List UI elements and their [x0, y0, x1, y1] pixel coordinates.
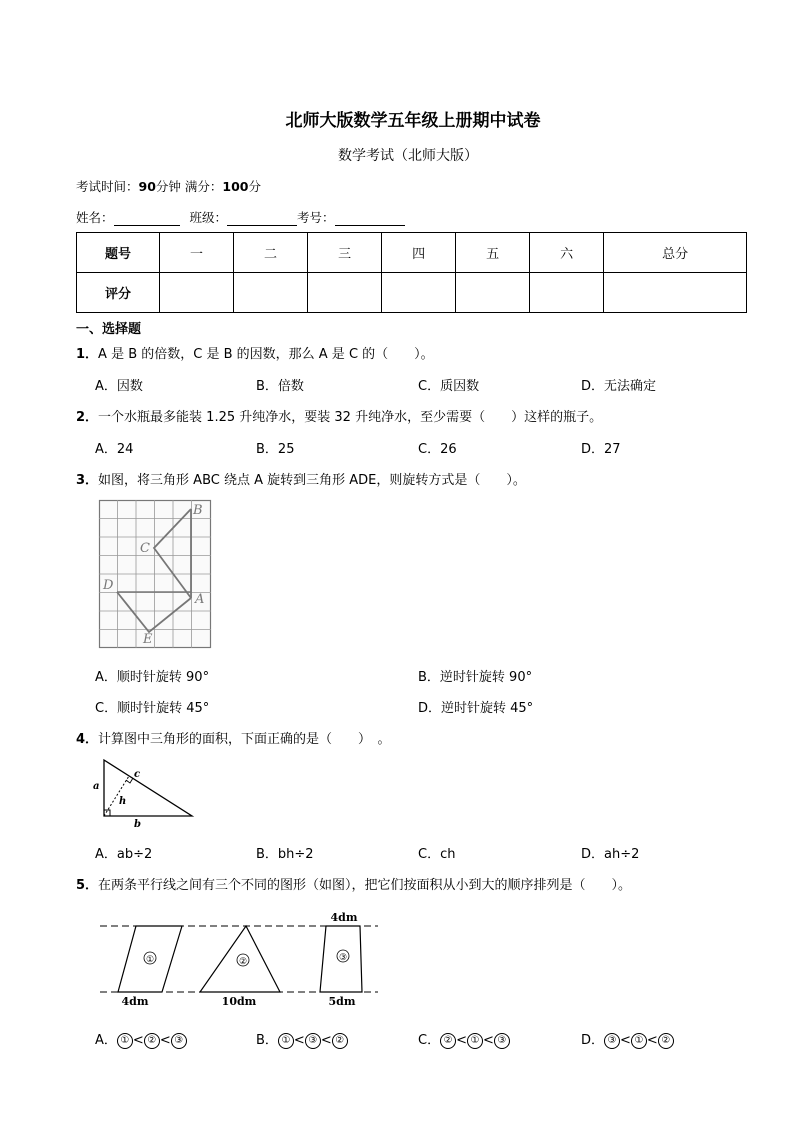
score-cell[interactable]: [308, 273, 382, 313]
question-text: 在两条平行线之间有三个不同的图形（如图），把它们按面积从小到大的顺序排列是（ ）。: [98, 878, 632, 893]
label-d: D: [103, 578, 114, 593]
column-header: 三: [308, 233, 382, 273]
option-a[interactable]: A．ab÷2: [95, 847, 153, 862]
label-b: B: [193, 503, 203, 518]
label-h: h: [119, 796, 127, 807]
circled-number: ②: [658, 1033, 674, 1049]
label-c: C: [140, 541, 150, 556]
option-letter: A．: [95, 1033, 117, 1048]
class-field[interactable]: [227, 212, 297, 226]
less-than-sign: <: [320, 1033, 332, 1048]
shape-1-label: ①: [145, 955, 155, 965]
less-than-sign: <: [456, 1033, 467, 1048]
circled-number: ③: [494, 1033, 510, 1049]
option-b[interactable]: B．bh÷2: [256, 847, 314, 862]
question-1: [76, 343, 434, 362]
circled-number: ①: [278, 1033, 294, 1049]
circled-number: ①: [467, 1033, 483, 1049]
circled-number: ③: [604, 1033, 620, 1049]
option-a[interactable]: A．24: [95, 442, 134, 457]
question-text: 计算图中三角形的面积，下面正确的是（ ） 。: [98, 732, 391, 747]
column-header: 二: [234, 233, 308, 273]
base1-length-label: 4dm: [121, 995, 149, 1008]
less-than-sign: <: [646, 1033, 658, 1048]
exam-number-field[interactable]: [335, 212, 405, 226]
score-cell[interactable]: [382, 273, 456, 313]
option-b[interactable]: B．倍数: [256, 379, 304, 394]
question-5: [76, 874, 631, 893]
base3-length-label: 5dm: [328, 995, 356, 1008]
option-d[interactable]: D．ah÷2: [581, 847, 640, 862]
circled-number: ②: [144, 1033, 160, 1049]
option-c[interactable]: C．质因数: [418, 379, 480, 394]
question-3: [76, 469, 526, 488]
question-text: A 是 B 的倍数，C 是 B 的因数，那么 A 是 C 的（ ）。: [98, 347, 434, 362]
option-b[interactable]: B．逆时针旋转 90°: [418, 670, 533, 685]
label-e: E: [143, 632, 153, 647]
option-c[interactable]: C．顺时针旋转 45°: [95, 701, 210, 716]
exam-info-mid: 分钟 满分：: [155, 179, 223, 194]
exam-time: 90: [138, 179, 156, 194]
column-header: 总分: [604, 233, 747, 273]
question-number: 5．: [76, 878, 99, 893]
question-4: [76, 728, 391, 747]
rotation-grid-figure: [99, 500, 211, 648]
name-label: 姓名：: [76, 210, 114, 225]
label-a: a: [93, 781, 100, 792]
column-header: 一: [160, 233, 234, 273]
row-header: 题号: [77, 233, 160, 273]
option-d[interactable]: D．逆时针旋转 45°: [418, 701, 534, 716]
top-length-label: 4dm: [330, 911, 358, 924]
score-cell[interactable]: [160, 273, 234, 313]
number-label: 考号：: [297, 210, 335, 225]
exam-info-suffix: 分: [248, 179, 262, 194]
score-cell[interactable]: [530, 273, 604, 313]
label-a: A: [195, 592, 205, 607]
less-than-sign: <: [620, 1033, 631, 1048]
row-header: 评分: [77, 273, 160, 313]
base2-length-label: 10dm: [221, 995, 257, 1008]
option-letter: B．: [256, 1033, 278, 1048]
option-c[interactable]: [418, 1029, 510, 1049]
less-than-sign: <: [293, 1033, 305, 1048]
option-c[interactable]: C．ch: [418, 847, 456, 862]
page-subtitle: 数学考试（北师大版）: [338, 148, 478, 164]
right-triangle-figure: [90, 758, 194, 828]
full-score: 100: [222, 179, 249, 194]
question-number: 4．: [76, 732, 99, 747]
option-letter: D．: [581, 1033, 605, 1048]
circled-number: ②: [332, 1033, 348, 1049]
table-row: [77, 273, 747, 313]
question-number: 1．: [76, 347, 99, 362]
label-c: c: [134, 769, 141, 780]
exam-info: [76, 177, 261, 195]
parallel-lines-figure: [98, 908, 382, 1008]
column-header: 四: [382, 233, 456, 273]
question-number: 3．: [76, 473, 99, 488]
option-d[interactable]: D．无法确定: [581, 379, 657, 394]
table-row: [77, 233, 747, 273]
option-letter: C．: [418, 1033, 441, 1048]
circled-number: ③: [305, 1033, 321, 1049]
student-info-line: [76, 208, 405, 226]
option-b[interactable]: [256, 1029, 348, 1049]
circled-number: ②: [440, 1033, 456, 1049]
column-header: 五: [456, 233, 530, 273]
score-table: [76, 232, 747, 313]
option-a[interactable]: A．因数: [95, 379, 143, 394]
question-text: 如图，将三角形 ABC 绕点 A 旋转到三角形 ADE，则旋转方式是（ ）。: [98, 473, 526, 488]
option-a[interactable]: A．顺时针旋转 90°: [95, 670, 210, 685]
circled-number: ③: [171, 1033, 187, 1049]
less-than-sign: <: [482, 1033, 494, 1048]
option-d[interactable]: D．27: [581, 442, 621, 457]
page-title: 北师大版数学五年级上册期中试卷: [285, 111, 541, 131]
question-text: 一个水瓶最多能装 1.25 升纯净水，要装 32 升纯净水，至少需要（ ）这样的瓶子。: [98, 410, 603, 425]
less-than-sign: <: [132, 1033, 144, 1048]
section-title: 一、选择题: [76, 322, 142, 337]
score-cell[interactable]: [234, 273, 308, 313]
circled-number: ①: [631, 1033, 647, 1049]
option-d[interactable]: [581, 1029, 674, 1049]
column-header: 六: [530, 233, 604, 273]
less-than-sign: <: [159, 1033, 171, 1048]
question-number: 2．: [76, 410, 99, 425]
label-b: b: [134, 819, 141, 830]
name-field[interactable]: [114, 212, 180, 226]
score-cell[interactable]: [456, 273, 530, 313]
option-c[interactable]: C．26: [418, 442, 457, 457]
score-cell[interactable]: [604, 273, 747, 313]
option-b[interactable]: B．25: [256, 442, 295, 457]
shape-3-label: ③: [338, 953, 348, 963]
exam-info-prefix: 考试时间：: [76, 179, 139, 194]
shape-2-label: ②: [238, 957, 248, 967]
circled-number: ①: [117, 1033, 133, 1049]
class-label: 班级：: [189, 210, 228, 225]
option-a[interactable]: [95, 1029, 187, 1049]
question-2: [76, 406, 602, 425]
